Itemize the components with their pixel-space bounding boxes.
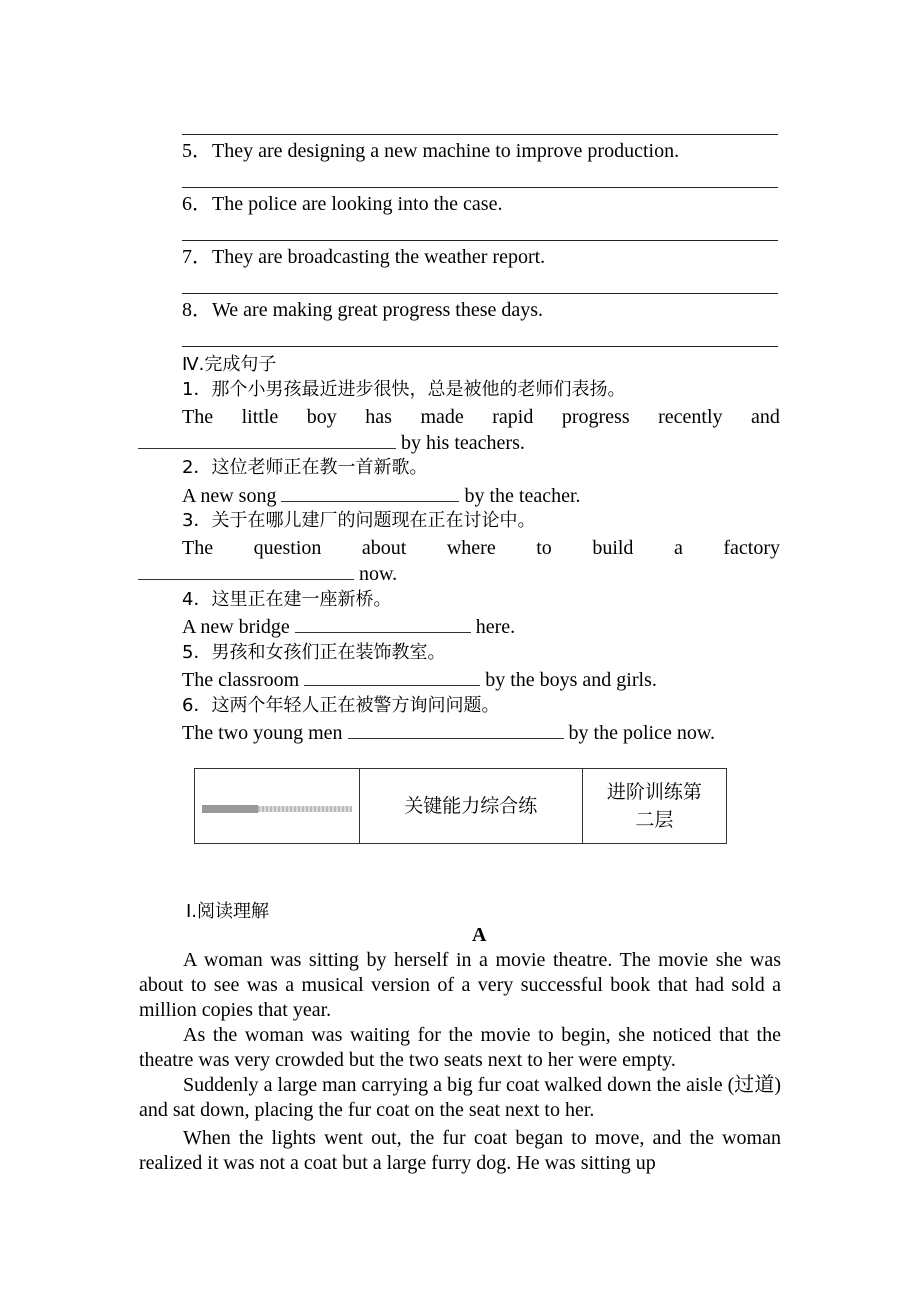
after-blank-text: by the boys and girls. bbox=[485, 669, 657, 691]
paragraph-text: A woman was sitting by herself in a movie theatre. The movie she was about to see was a musical version of a very successful book that had sold a million copies that year. bbox=[139, 949, 781, 1021]
sentence-line-3b bbox=[138, 561, 397, 586]
word: boy bbox=[306, 406, 337, 428]
answer-line[interactable] bbox=[182, 134, 778, 135]
word: The bbox=[182, 406, 214, 428]
after-blank-text: here. bbox=[475, 616, 516, 638]
passage-paragraph-4 bbox=[139, 1126, 781, 1176]
passage-paragraph-2 bbox=[139, 1023, 781, 1073]
chinese-prompt-5 bbox=[182, 641, 445, 665]
fill-blank[interactable] bbox=[348, 720, 564, 739]
sentence-line-3 bbox=[182, 536, 780, 560]
rewrite-item-7 bbox=[182, 245, 545, 269]
chinese-prompt-2 bbox=[182, 456, 427, 480]
item-text: They are broadcasting the weather report. bbox=[212, 246, 546, 268]
passage-paragraph-1 bbox=[139, 948, 781, 1023]
passage-paragraph-3 bbox=[139, 1073, 781, 1123]
word: has bbox=[365, 406, 392, 428]
answer-line[interactable] bbox=[182, 187, 778, 188]
item-number: 1． bbox=[182, 379, 212, 400]
item-text: They are designing a new machine to improve production. bbox=[212, 140, 680, 162]
before-blank-text: The classroom bbox=[182, 669, 300, 691]
word: and bbox=[751, 406, 780, 428]
item-text: We are making great progress these days. bbox=[212, 299, 544, 321]
section-heading-reading: Ⅰ.阅读理解 bbox=[186, 901, 270, 922]
word: build bbox=[592, 537, 634, 559]
word: to bbox=[536, 537, 552, 559]
rewrite-item-8 bbox=[182, 298, 543, 322]
before-blank-text: A new bridge bbox=[182, 616, 290, 638]
after-blank-text: by the police now. bbox=[568, 722, 715, 744]
rewrite-item-5 bbox=[182, 139, 679, 163]
item-number: 7． bbox=[182, 246, 212, 268]
chinese-prompt-3 bbox=[182, 509, 535, 533]
item-number: 5． bbox=[182, 140, 212, 162]
banner-level-line2: 二层 bbox=[635, 809, 674, 831]
answer-line[interactable] bbox=[182, 293, 778, 294]
sentence-line-1 bbox=[182, 405, 780, 429]
section-heading-complete-sentences: Ⅳ.完成句子 bbox=[182, 354, 277, 375]
passage-title: A bbox=[472, 924, 487, 946]
item-number: 5． bbox=[182, 642, 212, 663]
chinese-prompt-6 bbox=[182, 694, 499, 718]
answer-line[interactable] bbox=[182, 346, 778, 347]
fill-blank[interactable] bbox=[281, 483, 459, 502]
sentence-line-2 bbox=[182, 483, 581, 508]
word: recently bbox=[658, 406, 723, 428]
chinese-text: 这里正在建一座新桥。 bbox=[211, 589, 392, 610]
paragraph-text: When the lights went out, the fur coat began to move, and the woman realized it was not a coat but a large furry dog. He was sitting up bbox=[139, 1127, 781, 1174]
word: The bbox=[182, 537, 214, 559]
item-number: 3． bbox=[182, 510, 212, 531]
word: rapid bbox=[492, 406, 534, 428]
item-text: The police are looking into the case. bbox=[212, 193, 503, 215]
fill-blank[interactable] bbox=[304, 667, 480, 686]
banner-icon-cell bbox=[195, 769, 360, 844]
after-blank-text: by the teacher. bbox=[464, 485, 581, 507]
chinese-text: 关于在哪儿建厂的问题现在正在讨论中。 bbox=[211, 510, 536, 531]
word: made bbox=[420, 406, 464, 428]
item-number: 2． bbox=[182, 457, 212, 478]
item-number: 6． bbox=[182, 695, 212, 716]
word: about bbox=[361, 537, 407, 559]
sentence-line-5 bbox=[182, 667, 657, 692]
paragraph-text: Suddenly a large man carrying a big fur coat walked down the aisle (过道) and sat down, placing the fur coat on the seat next to her. bbox=[139, 1074, 781, 1121]
progress-bar-icon bbox=[202, 806, 352, 812]
fill-blank[interactable] bbox=[295, 614, 471, 633]
banner-level-line1: 进阶训练第 bbox=[606, 781, 702, 803]
word: factory bbox=[723, 537, 780, 559]
word: where bbox=[446, 537, 496, 559]
chinese-text: 男孩和女孩们正在装饰教室。 bbox=[211, 642, 446, 663]
word: progress bbox=[561, 406, 630, 428]
sentence-line-6 bbox=[182, 720, 715, 745]
fill-blank[interactable] bbox=[138, 430, 396, 449]
chinese-prompt-4 bbox=[182, 588, 391, 612]
rewrite-item-6 bbox=[182, 192, 502, 216]
before-blank-text: A new song bbox=[182, 485, 277, 507]
word: question bbox=[253, 537, 322, 559]
before-blank-text: The two young men bbox=[182, 722, 343, 744]
after-blank-text: now. bbox=[359, 563, 398, 585]
sentence-line-1b bbox=[138, 430, 525, 455]
paragraph-text: As the woman was waiting for the movie to begin, she noticed that the theatre was very crowded but the two seats next to her were empty. bbox=[139, 1024, 781, 1071]
word: little bbox=[241, 406, 279, 428]
item-number: 8． bbox=[182, 299, 212, 321]
item-number: 4． bbox=[182, 589, 212, 610]
chinese-text: 这两个年轻人正在被警方询问问题。 bbox=[211, 695, 500, 716]
answer-line[interactable] bbox=[182, 240, 778, 241]
word: a bbox=[673, 537, 683, 559]
banner-level-cell bbox=[582, 769, 726, 844]
after-blank-text: by his teachers. bbox=[401, 432, 525, 454]
chinese-prompt-1 bbox=[182, 378, 625, 402]
sentence-line-4 bbox=[182, 614, 515, 639]
item-number: 6． bbox=[182, 193, 212, 215]
section-banner bbox=[194, 768, 727, 844]
chinese-text: 那个小男孩最近进步很快，总是被他的老师们表扬。 bbox=[211, 379, 626, 400]
fill-blank[interactable] bbox=[138, 561, 354, 580]
chinese-text: 这位老师正在教一首新歌。 bbox=[211, 457, 428, 478]
banner-title-cell: 关键能力综合练 bbox=[359, 769, 582, 844]
